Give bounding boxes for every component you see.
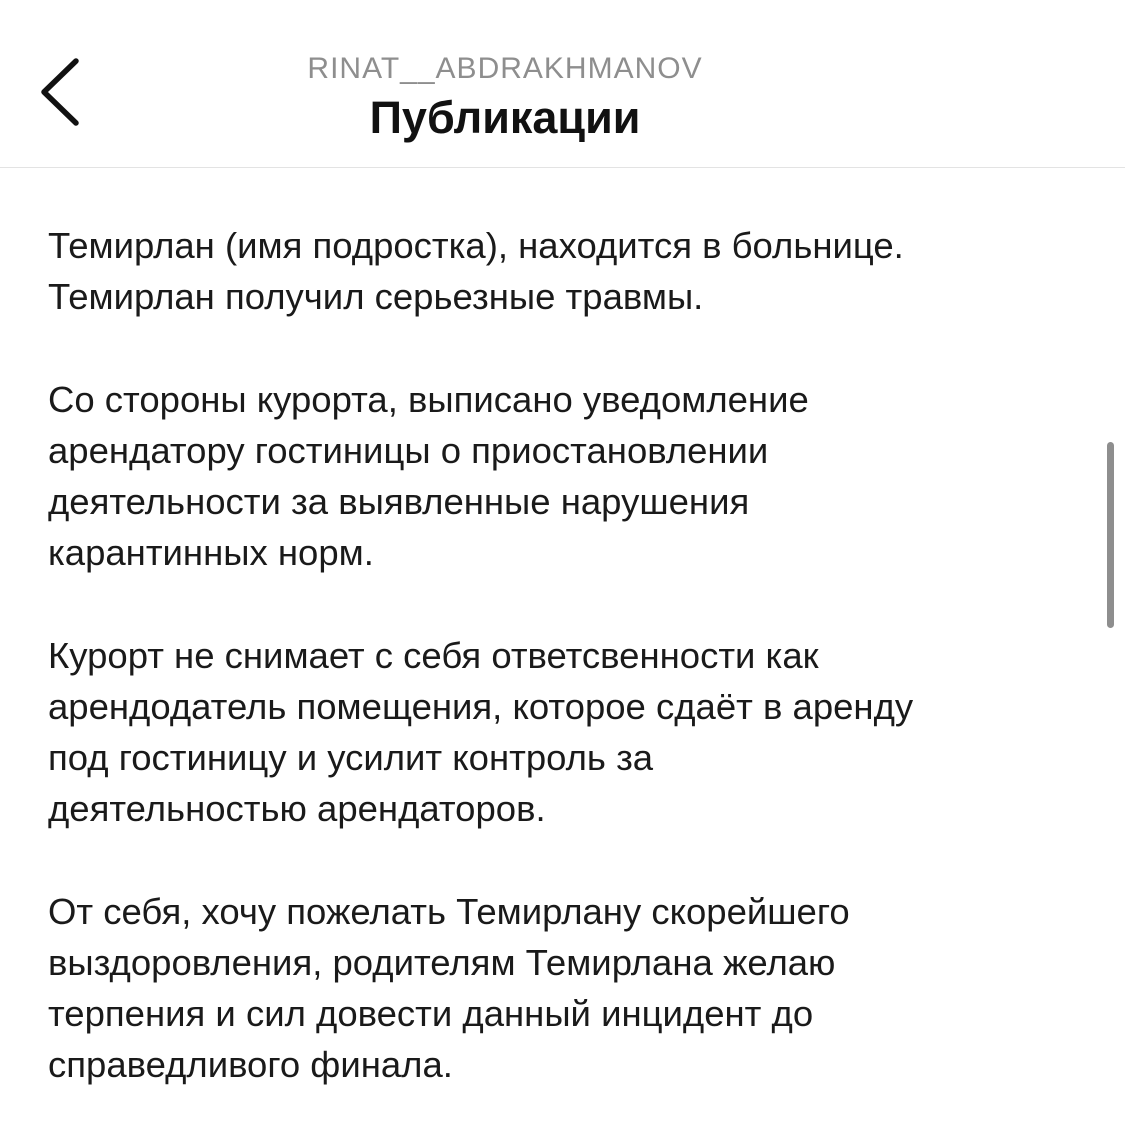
page-title: Публикации (369, 92, 641, 143)
vertical-scrollbar[interactable] (1107, 442, 1114, 628)
profile-username[interactable]: RINAT__ABDRAKHMANOV (307, 52, 703, 85)
caption-paragraph (48, 630, 1093, 834)
caption-line: Темирлан (имя подростка), находится в больнице. (48, 225, 904, 266)
caption-line: справедливого финала. (48, 1044, 453, 1085)
caption-line: арендодатель помещения, которое сдаёт в аренду (48, 686, 914, 727)
caption-paragraph (48, 220, 1093, 322)
caption-paragraph (48, 374, 1093, 578)
caption-line: Со стороны курорта, выписано уведомление (48, 379, 809, 420)
caption-line: выздоровления, родителям Темирлана желаю (48, 942, 836, 983)
caption-paragraph (48, 886, 1093, 1090)
top-nav-bar (0, 0, 1125, 168)
caption-line: деятельности за выявленные нарушения (48, 481, 750, 522)
caption-line: Курорт не снимает с себя ответсвенности как (48, 635, 819, 676)
caption-line: карантинных норм. (48, 532, 374, 573)
caption-line: Темирлан получил серьезные травмы. (48, 276, 704, 317)
caption-line: арендатору гостиницы о приостановлении (48, 430, 769, 471)
post-caption (48, 220, 1093, 1142)
caption-line: От себя, хочу пожелать Темирлану скорейшего (48, 891, 850, 932)
caption-line: деятельностью арендаторов. (48, 788, 546, 829)
caption-line: под гостиницу и усилит контроль за (48, 737, 654, 778)
caption-line: терпения и сил довести данный инцидент до (48, 993, 814, 1034)
